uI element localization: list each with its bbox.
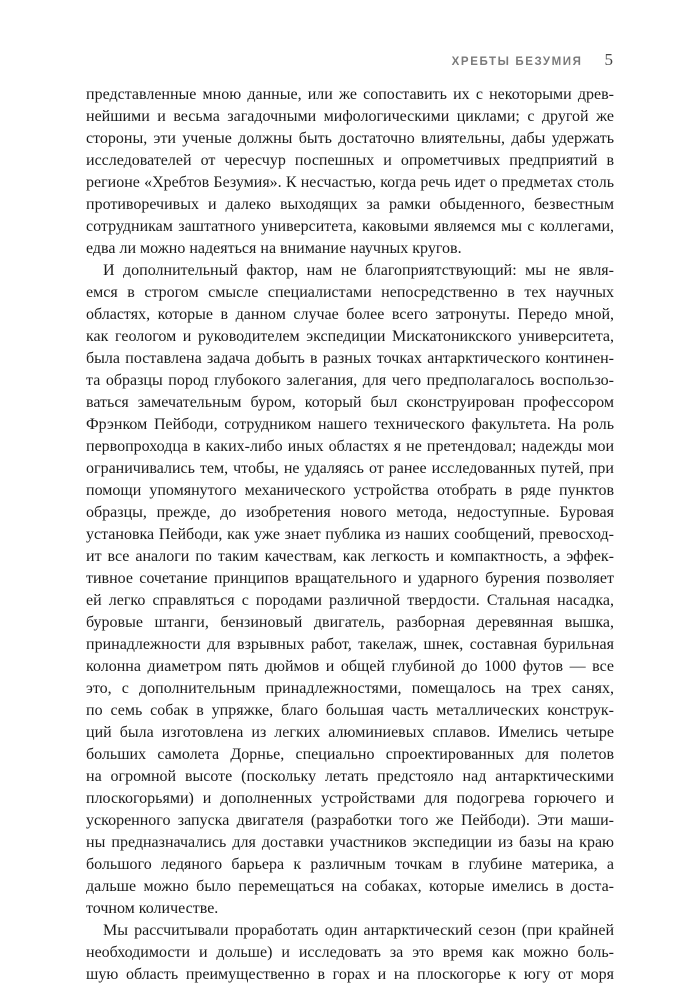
running-title: ХРЕБТЫ БЕЗУМИЯ	[451, 56, 583, 68]
text-line: дальше можно было перемещаться на собаках, которые имелись в доста-	[86, 878, 614, 895]
body-text	[86, 84, 614, 986]
text-line: шую область преимущественно в горах и на плоскогорье к югу от моря	[86, 966, 614, 983]
text-line: областях, которые в данном случае более всего затронуты. Передо мной,	[86, 306, 614, 323]
text-line: ваться замечательным буром, который был сконструирован профессором	[86, 394, 614, 411]
text-line: противоречивых и далеко выходящих за рамки обыденного, безвестным	[86, 196, 614, 213]
text-line: нейшими и весьма загадочными мифологическими циклами; с другой же	[86, 108, 614, 125]
text-line: ускоренного запуска двигателя (разработки того же Пейбоди). Эти маши-	[86, 812, 614, 829]
paragraph-start-line: Мы рассчитывали проработать один антарктический сезон (при крайней	[103, 922, 614, 939]
text-line: тивное сочетание принципов вращательного и ударного бурения позволяет	[86, 570, 614, 587]
text-line: первопроходца в каких-либо иных областях я не претендовал; надежды мои	[86, 438, 614, 455]
text-line: больших самолета Дорнье, специально спроектированных для полетов	[86, 746, 614, 763]
text-line: ций была изготовлена из легких алюминиевых сплавов. Имелись четыре	[86, 724, 614, 741]
text-line: стороны, эти ученые должны быть достаточно влиятельны, дабы удержать	[86, 130, 614, 147]
text-line: регионе «Хребтов Безумия». К несчастью, когда речь идет о предметах столь	[86, 174, 614, 191]
text-line: исследователей от чересчур поспешных и опрометчивых предприятий в	[86, 152, 614, 169]
text-line: емся в строгом смысле специалистами непосредственно в тех научных	[86, 284, 614, 301]
text-line: та образцы пород глубокого залегания, для чего предполагалось воспользо-	[86, 372, 614, 389]
text-line: большого ледяного барьера к различным точкам в глубине материка, а	[86, 856, 614, 873]
text-line: колонна диаметром пять дюймов и общей глубиной до 1000 футов — все	[86, 658, 614, 675]
text-line: буровые штанги, бензиновый двигатель, разборная деревянная вышка,	[86, 614, 614, 631]
text-line: ограничивались тем, чтобы, не удаляясь от ранее исследованных путей, при	[86, 460, 614, 477]
text-line: едва ли можно надеяться на внимание научных кругов.	[86, 240, 462, 257]
text-line: плоскогорьями) и дополненных устройствами для подогрева горючего и	[86, 790, 614, 807]
text-line: ит все аналоги по таким качествам, как легкость и компактность, а эффек-	[86, 548, 614, 565]
text-line: сотрудникам заштатного университета, каковыми являемся мы с коллегами,	[86, 218, 614, 235]
text-line: была поставлена задача добыть в разных точках антарктического континен-	[86, 350, 614, 367]
text-line: представленные мною данные, или же сопоставить их с некоторыми древ-	[86, 86, 614, 103]
text-line: помощи упомянутого механического устройства отобрать в ряде пунктов	[86, 482, 614, 499]
text-line: необходимости и дольше) и исследовать за это время как можно боль-	[86, 944, 614, 961]
text-line: по семь собак в упряжке, благо большая часть металлических конструк-	[86, 702, 614, 719]
text-line: ны предназначались для доставки участников экспедиции из базы на краю	[86, 834, 614, 851]
text-line: Фрэнком Пейбоди, сотрудником нашего технического факультета. На роль	[86, 416, 614, 433]
text-line: установка Пейбоди, как уже знает публика из наших сообщений, превосход-	[86, 526, 614, 543]
text-line: как геологом и руководителем экспедиции Мискатоникского университета,	[86, 328, 614, 345]
text-line: точном количестве.	[86, 900, 219, 917]
text-line: принадлежности для взрывных работ, такелаж, шнек, составная бурильная	[86, 636, 614, 653]
page-number: 5	[604, 50, 613, 69]
running-head	[452, 50, 613, 70]
paragraph-start-line: И дополнительный фактор, нам не благоприятствующий: мы не явля-	[103, 262, 614, 279]
text-line: на огромной высоте (поскольку летать предстояло над антарктическими	[86, 768, 614, 785]
text-line: образцы, прежде, до изобретения нового метода, недоступные. Буровая	[86, 504, 614, 521]
text-line: это, с дополнительным принадлежностями, помещалось на трех санях,	[86, 680, 614, 697]
text-line: ей легко справляться с породами различной твердости. Стальная насадка,	[86, 592, 614, 609]
